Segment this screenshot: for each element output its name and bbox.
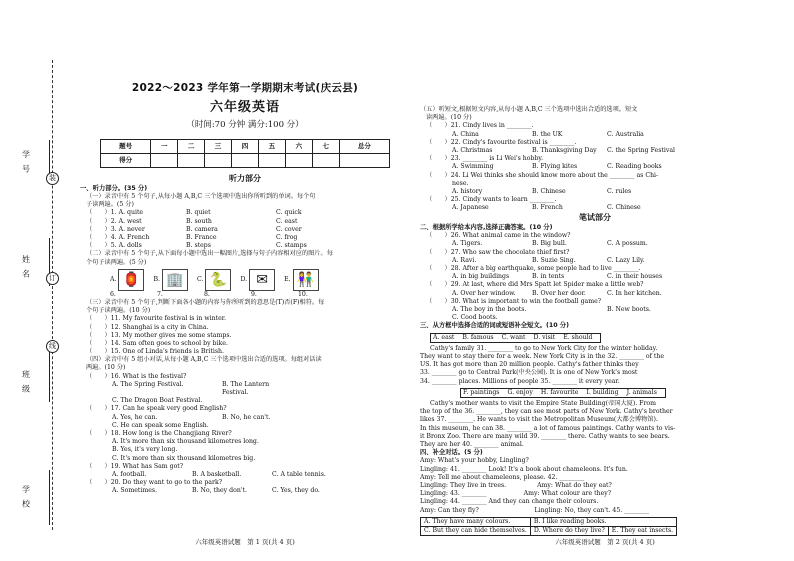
option-row	[420, 188, 770, 196]
instruction: 个句子读两遍。(10 分)	[86, 307, 151, 315]
page-footer-right: 六年级英语试题 第 2 页(共 4 页)	[555, 538, 655, 546]
word-option: J. animals	[626, 388, 657, 396]
building-icon: 🏢	[162, 269, 188, 291]
options-row	[421, 526, 677, 535]
option-row	[420, 147, 770, 155]
score-cell: 六	[285, 140, 312, 154]
option: A. Ravi.	[452, 256, 477, 264]
question-row	[80, 226, 410, 234]
passage-line: likes 37. ________. He wants to visit the Metropolitan Museum(大都会博物馆).	[420, 416, 658, 424]
option-row	[420, 131, 770, 139]
option: B. the UK	[532, 130, 563, 138]
passage-line: In this museum, he can 38. ________ a lot of famous paintings. Cathy wants to vis-	[420, 424, 676, 432]
score-blank[interactable]	[258, 154, 285, 168]
option: A. Sometimes.	[112, 487, 158, 495]
option-row	[420, 306, 770, 314]
written-title: 笔试部分	[579, 213, 611, 223]
passage-line: the top of the 36. ________, they can see most parts of New York. Cathy's brother	[420, 408, 673, 416]
passage-line: 33. ________ go to Central Park(中央公园). It is one of New York's most	[420, 369, 638, 377]
question: （ ）14. Sam often goes to school by bike.	[86, 339, 228, 347]
exam-info: （时间:70 分钟 满分:100 分）	[186, 120, 304, 131]
option: A. history	[452, 187, 483, 195]
score-cell: 四	[232, 140, 259, 154]
children-icon: 👫	[293, 269, 319, 291]
score-table-row	[101, 154, 390, 168]
lantern-icon: 🏮	[118, 269, 144, 291]
option: B. No, he can't.	[222, 413, 271, 421]
option-row	[420, 240, 770, 248]
score-cell: 一	[151, 140, 178, 154]
score-cell: 五	[258, 140, 285, 154]
option: B. A basketball.	[192, 470, 242, 478]
picture-blanks	[80, 291, 410, 299]
instruction: 两遍。(10 分)	[86, 364, 126, 372]
dialog-line: Lingling: 44. ________ And they can change their colours.	[420, 498, 599, 506]
score-blank[interactable]	[205, 154, 232, 168]
listening-title: 听力部分	[229, 174, 261, 184]
question: （ ）12. Shanghai is a city in China.	[86, 323, 209, 331]
word-option: F. paintings	[463, 388, 500, 396]
question: （ ）21. Cindy lives in ________.	[426, 122, 534, 130]
exam-title: 2022～2023 学年第一学期期末考试(庆云县)	[131, 82, 359, 94]
instruction: （一）录音中有 5 个句子,从每小题 A,B,C 三个选项中选出你所听到的单词。每个句	[86, 193, 316, 201]
option: A. The Spring Festival.	[112, 380, 184, 388]
dialog-line: Lingling: They live in trees. Amy: What do they eat?	[420, 481, 612, 489]
question: （ ）11. My favourite festival is in winter.	[86, 315, 227, 323]
score-blank[interactable]	[312, 154, 339, 168]
picture-label: E.	[284, 275, 291, 283]
picture-option	[197, 269, 231, 291]
snake-icon: 🐍	[205, 269, 231, 291]
picture-label: C.	[196, 275, 204, 283]
score-blank[interactable]	[285, 154, 312, 168]
left-page	[80, 82, 410, 495]
question-row	[80, 218, 410, 226]
option: B. camera	[186, 225, 218, 233]
student-number-label: 学 号	[21, 150, 31, 175]
instruction: （二）录音中有 5 个句子,从下面每小题中选出一幅图片,选择与句子内容相对应的图片。每	[86, 250, 333, 258]
answer-blank[interactable]: 7.	[157, 290, 163, 298]
picture-label: D.	[240, 275, 248, 283]
score-cell: 题号	[101, 140, 151, 154]
word-option: E. should	[563, 333, 593, 341]
word-option: C. want	[501, 333, 526, 341]
question: （ ）24. Li Wei thinks she should know more about the ________ as Chi-	[426, 171, 659, 179]
word-option: G. enjoy	[507, 388, 533, 396]
dialog-option: C. But they can hide themselves.	[421, 526, 531, 535]
option-row	[420, 273, 770, 281]
dialog-option: A. They have many colours.	[421, 517, 531, 526]
picture-row	[80, 269, 410, 291]
option-row	[80, 455, 410, 463]
class-label: 班 级	[21, 370, 31, 395]
question: （ ）20. Do they want to go to the park?	[86, 479, 223, 487]
option: C. In her kitchen.	[607, 289, 662, 297]
option-row	[80, 381, 410, 397]
option: B. Chinese	[532, 187, 566, 195]
question: （ ）27. Who saw the chocolate thief first?	[426, 248, 570, 256]
option: A. football.	[112, 470, 147, 478]
option: B. The Lantern Festival.	[222, 380, 270, 397]
page-footer-left: 六年级英语试题 第 1 页(共 4 页)	[195, 538, 295, 546]
question: （ ）17. Can he speak very good English?	[86, 405, 227, 413]
section-heading: 四、补全对话。(5 分)	[420, 449, 483, 457]
section-heading: 三、从方框中选择合适的词或短语补全短文。(10 分)	[420, 322, 569, 330]
score-blank[interactable]	[339, 154, 389, 168]
option: C. rules	[607, 187, 632, 195]
class-line	[49, 352, 50, 402]
option: B. steps	[186, 242, 211, 250]
word-option: I. building	[586, 388, 619, 396]
option: C. The Dragon Boat Festival.	[112, 397, 203, 405]
question: （ ）30. What is important to win the football game?	[426, 297, 602, 305]
seal-zhuang: 装	[46, 172, 59, 185]
option: A. Yes, he can.	[112, 413, 158, 421]
option: B. Big bull.	[532, 240, 567, 248]
option: C. stamps	[276, 242, 307, 250]
word-option: B. famous	[462, 333, 494, 341]
picture-option	[110, 269, 144, 291]
option: A. The boy in the boots.	[452, 305, 527, 313]
score-table-header	[101, 140, 390, 154]
option: （ ）2. A. west	[86, 217, 142, 225]
option: A. Japanese	[452, 204, 489, 212]
picture-label: A.	[110, 275, 117, 283]
passage-line: Cathy's family 31. ________ to go to New York City for the winter holiday.	[430, 344, 658, 352]
option: （ ）1. A. quite	[86, 209, 144, 217]
passage-line: Cathy's mother wants to visit the Empire State Building(帝国大厦). From	[430, 399, 657, 407]
option: B. Over her door.	[532, 289, 586, 297]
question-row	[80, 234, 410, 242]
passage-line: They are her 40. ________ animal.	[420, 440, 524, 448]
picture-option	[240, 269, 275, 291]
instruction: 个句子读两遍。(5 分)	[86, 258, 147, 266]
option: C. the Spring Festival	[607, 146, 676, 154]
dialog	[420, 457, 770, 514]
option: C. Reading books	[607, 163, 662, 171]
score-cell: 二	[178, 140, 205, 154]
option: A. Christmas	[452, 146, 493, 154]
passage-line: US. It has got more than 20 million people. Cathy's father thinks they	[420, 361, 639, 369]
answer-blank[interactable]: 8.	[204, 290, 210, 298]
word-option: H. favourite	[540, 388, 579, 396]
binding-line	[52, 60, 53, 530]
school-label: 学 校	[21, 485, 31, 510]
question: （ ）28. After a big earthquake, some people had to live ________.	[426, 265, 641, 273]
dialog-line: Lingling: 41. ________ Look! It's a book about chameleons. It's fun.	[420, 465, 628, 473]
instruction: （四）录音中有 5 组小对话,从每小题 A,B,C 三个选项中选出合适的选项。每组对话读	[86, 356, 322, 364]
answer-blank[interactable]: 10.	[298, 290, 308, 298]
option: C. east	[276, 217, 298, 225]
option-row	[420, 290, 770, 298]
school-line	[49, 470, 50, 525]
question: （ ）22. Cindy's favourite festival is ________.	[426, 138, 577, 146]
option: C. He can speak some English.	[112, 421, 209, 429]
picture-label: B.	[153, 275, 160, 283]
option: B. Flying kites	[532, 163, 578, 171]
seal-xian: 线	[46, 340, 59, 353]
question: （ ）23. ________ is Li Wei's hobby.	[426, 155, 544, 163]
section-heading: 一、听力部分。(35 分)	[80, 184, 148, 192]
option: C. Cood boots.	[452, 314, 498, 322]
word-option: A. east	[433, 333, 455, 341]
option: C. cover	[276, 225, 302, 233]
question: （ ）13. My mother gives me some stamps.	[86, 331, 232, 339]
answer-blank[interactable]: 9.	[251, 290, 257, 298]
option: A. Swimming	[452, 163, 494, 171]
dialog-option: D. Where do they live?	[530, 526, 608, 535]
option: C. in their houses	[607, 273, 663, 281]
question: （ ）16. What is the festival?	[86, 372, 187, 380]
option: B. Yes, it's very long.	[112, 446, 178, 454]
option-row	[80, 422, 410, 430]
option: B. New boots.	[607, 305, 651, 313]
option: C. A possum.	[607, 240, 648, 248]
score-cell: 得分	[101, 154, 151, 168]
option-row	[80, 438, 410, 446]
dialog-line: Lingling: 43. ________ Amy: What colour are they?	[420, 490, 612, 498]
option-row	[420, 257, 770, 265]
option: C. A table tennis.	[272, 470, 326, 478]
picture-option	[284, 269, 318, 291]
score-cell: 总分	[339, 140, 389, 154]
passage-line: it Bronx Zoo. There are many wild 39. ________ there. Cathy wants to see bears.	[420, 432, 670, 440]
option-row	[80, 397, 410, 405]
score-blank[interactable]	[178, 154, 205, 168]
option: B. in tents	[532, 273, 565, 281]
score-blank[interactable]	[232, 154, 259, 168]
option: （ ）5. A. dolls	[86, 242, 142, 250]
option: B. Thanksgiving Day	[532, 146, 597, 154]
word-box-2	[460, 388, 666, 398]
name-label: 姓 名	[21, 255, 31, 280]
option: B. south	[186, 217, 212, 225]
options-row	[421, 517, 677, 526]
option: （ ）4. A. French	[86, 234, 150, 242]
instruction: 子读两遍。(5 分)	[86, 201, 134, 209]
option: C. Yes, they do.	[272, 487, 320, 495]
option: C. Lazy Lily.	[607, 256, 645, 264]
picture-option	[153, 269, 188, 291]
dialog-option: B. I like reading books.	[530, 517, 676, 526]
question: （ ）25. Cindy wants to learn ________.	[426, 196, 557, 204]
dialog-line: Amy: Can they fly? Lingling: No, they can't. 45. ________	[420, 506, 649, 514]
question: （ ）15. One of Linda's friends is British.	[86, 348, 224, 356]
instruction: （五）听短文,根据短文内容,从每小题 A,B,C 三个选项中选出合适的选项。短文	[420, 106, 638, 113]
section-heading: 二、根据所学给本内容,选择正确答案。(10 分)	[420, 223, 553, 231]
option-row	[420, 204, 770, 212]
question: （ ）19. What has Sam got?	[86, 462, 184, 470]
option: A. Over her window.	[452, 289, 516, 297]
question: （ ）26. What animal came in the window?	[426, 232, 571, 240]
option: C. frog	[276, 234, 298, 242]
answer-blank[interactable]: 6.	[110, 290, 116, 298]
option: C. Chinese	[607, 204, 641, 212]
question-continued: nese.	[452, 179, 469, 187]
score-cell: 七	[312, 140, 339, 154]
option: B. Suzie Sing.	[532, 256, 576, 264]
question-row	[80, 209, 410, 217]
passage-line: 34. ________ places. Millions of people 35. ________ it every year.	[420, 377, 620, 385]
option-row	[80, 471, 410, 479]
option: B. No, they don't.	[192, 487, 247, 495]
option-row	[420, 163, 770, 171]
option: A. China	[452, 130, 479, 138]
option: B. quiet	[186, 209, 211, 217]
dialog-option: E. They eat insects.	[608, 526, 676, 535]
option: A. in big buildings	[452, 273, 510, 281]
option: （ ）3. A. never	[86, 225, 145, 233]
option: C. quick	[276, 209, 302, 217]
question: （ ）29. At last, where did Mrs Spatt let Spider make a little web?	[426, 281, 644, 289]
letter-icon: ✉	[249, 269, 275, 291]
dialog-line: Amy: What's your hobby, Lingling?	[420, 457, 529, 465]
instruction: 读两遍。(10 分)	[426, 114, 472, 122]
instruction: （三）录音中有 5 个句子,判断下面各小题的内容与你所听到的意思是(T)否(F)相符。每	[86, 298, 325, 306]
option: A. It's more than six thousand kilometres long.	[112, 438, 259, 446]
binding-margin	[0, 0, 72, 561]
dialog-line: Amy: Tell me about chameleons, please. 42. ________	[420, 473, 585, 481]
grade-title: 六年级英语	[209, 99, 280, 115]
option-row	[80, 487, 410, 495]
option: B. France	[186, 234, 217, 242]
seal-ding: 订	[46, 272, 59, 285]
dialog-options	[420, 517, 677, 536]
option: C. It's more than six thousand kilometres big.	[112, 454, 256, 462]
option: B. French	[532, 204, 563, 212]
option-row	[80, 446, 410, 454]
score-table	[100, 139, 390, 168]
option: A. Tigers.	[452, 240, 483, 248]
score-cell: 三	[205, 140, 232, 154]
question: （ ）18. How long is the Changjiang River?	[86, 429, 232, 437]
word-option: D. visit	[533, 333, 556, 341]
option: C. Australia	[607, 130, 644, 138]
right-page	[420, 106, 770, 536]
passage-line: They want to stay there for a week. New York City is in the 32. ________ of the	[420, 353, 665, 361]
word-box-1	[430, 333, 601, 343]
score-blank[interactable]	[151, 154, 178, 168]
option-row	[80, 414, 410, 422]
